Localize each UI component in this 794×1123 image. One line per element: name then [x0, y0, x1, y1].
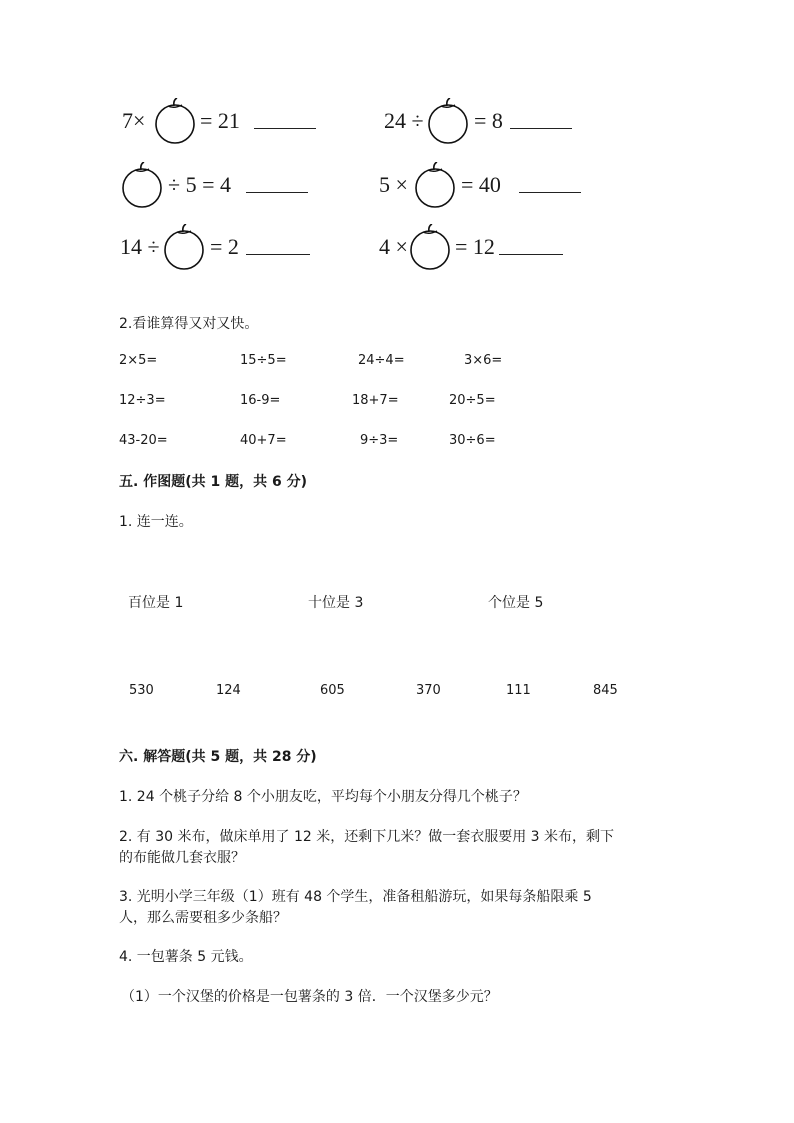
section-6-q4: 4. 一包薯条 5 元钱。: [119, 949, 253, 965]
answer-blank[interactable]: [246, 254, 310, 255]
apple-icon: [164, 224, 206, 272]
answer-blank[interactable]: [519, 192, 581, 193]
calc-item: 24÷4=: [358, 353, 405, 368]
number-option: 111: [506, 683, 531, 698]
calc-item: 2×5=: [119, 353, 158, 368]
q2-title: 2.看谁算得又对又快。: [119, 316, 259, 332]
equation-right: = 8: [474, 108, 503, 133]
calc-item: 43-20=: [119, 433, 168, 448]
calc-item: 12÷3=: [119, 393, 166, 408]
calc-item: 40+7=: [240, 433, 287, 448]
answer-blank[interactable]: [254, 128, 316, 129]
section-6-heading: 六. 解答题(共 5 题，共 28 分): [119, 749, 317, 765]
apple-icon: [122, 162, 164, 210]
calc-item: 3×6=: [464, 353, 503, 368]
calc-item: 18+7=: [352, 393, 399, 408]
equation-right: = 2: [210, 234, 239, 259]
calc-item: 15÷5=: [240, 353, 287, 368]
number-option: 370: [416, 683, 441, 698]
answer-blank[interactable]: [510, 128, 572, 129]
number-option: 530: [129, 683, 154, 698]
place-label: 十位是 3: [308, 595, 364, 611]
apple-icon: [410, 224, 452, 272]
equation-right: = 40: [461, 172, 501, 197]
equation-left: 4 ×: [379, 234, 408, 259]
section-6-q2-line1: 2. 有 30 米布，做床单用了 12 米，还剩下几米？做一套衣服要用 3 米布，剩下: [119, 829, 615, 845]
equation-right: = 12: [455, 234, 495, 259]
section-5-q1-title: 1. 连一连。: [119, 514, 193, 530]
number-option: 845: [593, 683, 618, 698]
section-6-q3-line1: 3. 光明小学三年级（1）班有 48 个学生，准备租船游玩，如果每条船限乘 5: [119, 889, 592, 905]
section-6-q1: 1. 24 个桃子分给 8 个小朋友吃，平均每个小朋友分得几个桃子？: [119, 789, 527, 805]
equation-left: 24 ÷: [384, 108, 424, 133]
place-label: 个位是 5: [488, 595, 544, 611]
calc-item: 9÷3=: [360, 433, 399, 448]
equation-right: = 21: [200, 108, 240, 133]
calc-item: 16-9=: [240, 393, 281, 408]
equation-left: 7×: [122, 108, 146, 133]
equation-left: 14 ÷: [120, 234, 160, 259]
answer-blank[interactable]: [499, 254, 563, 255]
number-option: 605: [320, 683, 345, 698]
calc-item: 20÷5=: [449, 393, 496, 408]
section-6-q4-sub1: （1）一个汉堡的价格是一包薯条的 3 倍．一个汉堡多少元？: [121, 989, 498, 1005]
section-6-q3-line2: 人，那么需要租多少条船？: [119, 910, 287, 926]
answer-blank[interactable]: [246, 192, 308, 193]
place-label: 百位是 1: [128, 595, 184, 611]
number-option: 124: [216, 683, 241, 698]
apple-icon: [155, 98, 197, 146]
section-5-heading: 五. 作图题(共 1 题，共 6 分): [119, 474, 307, 490]
apple-icon: [428, 98, 470, 146]
section-6-q2-line2: 的布能做几套衣服？: [119, 850, 245, 866]
calc-item: 30÷6=: [449, 433, 496, 448]
equation-left: 5 ×: [379, 172, 408, 197]
equation-right: ÷ 5 = 4: [168, 172, 231, 197]
apple-icon: [415, 162, 457, 210]
